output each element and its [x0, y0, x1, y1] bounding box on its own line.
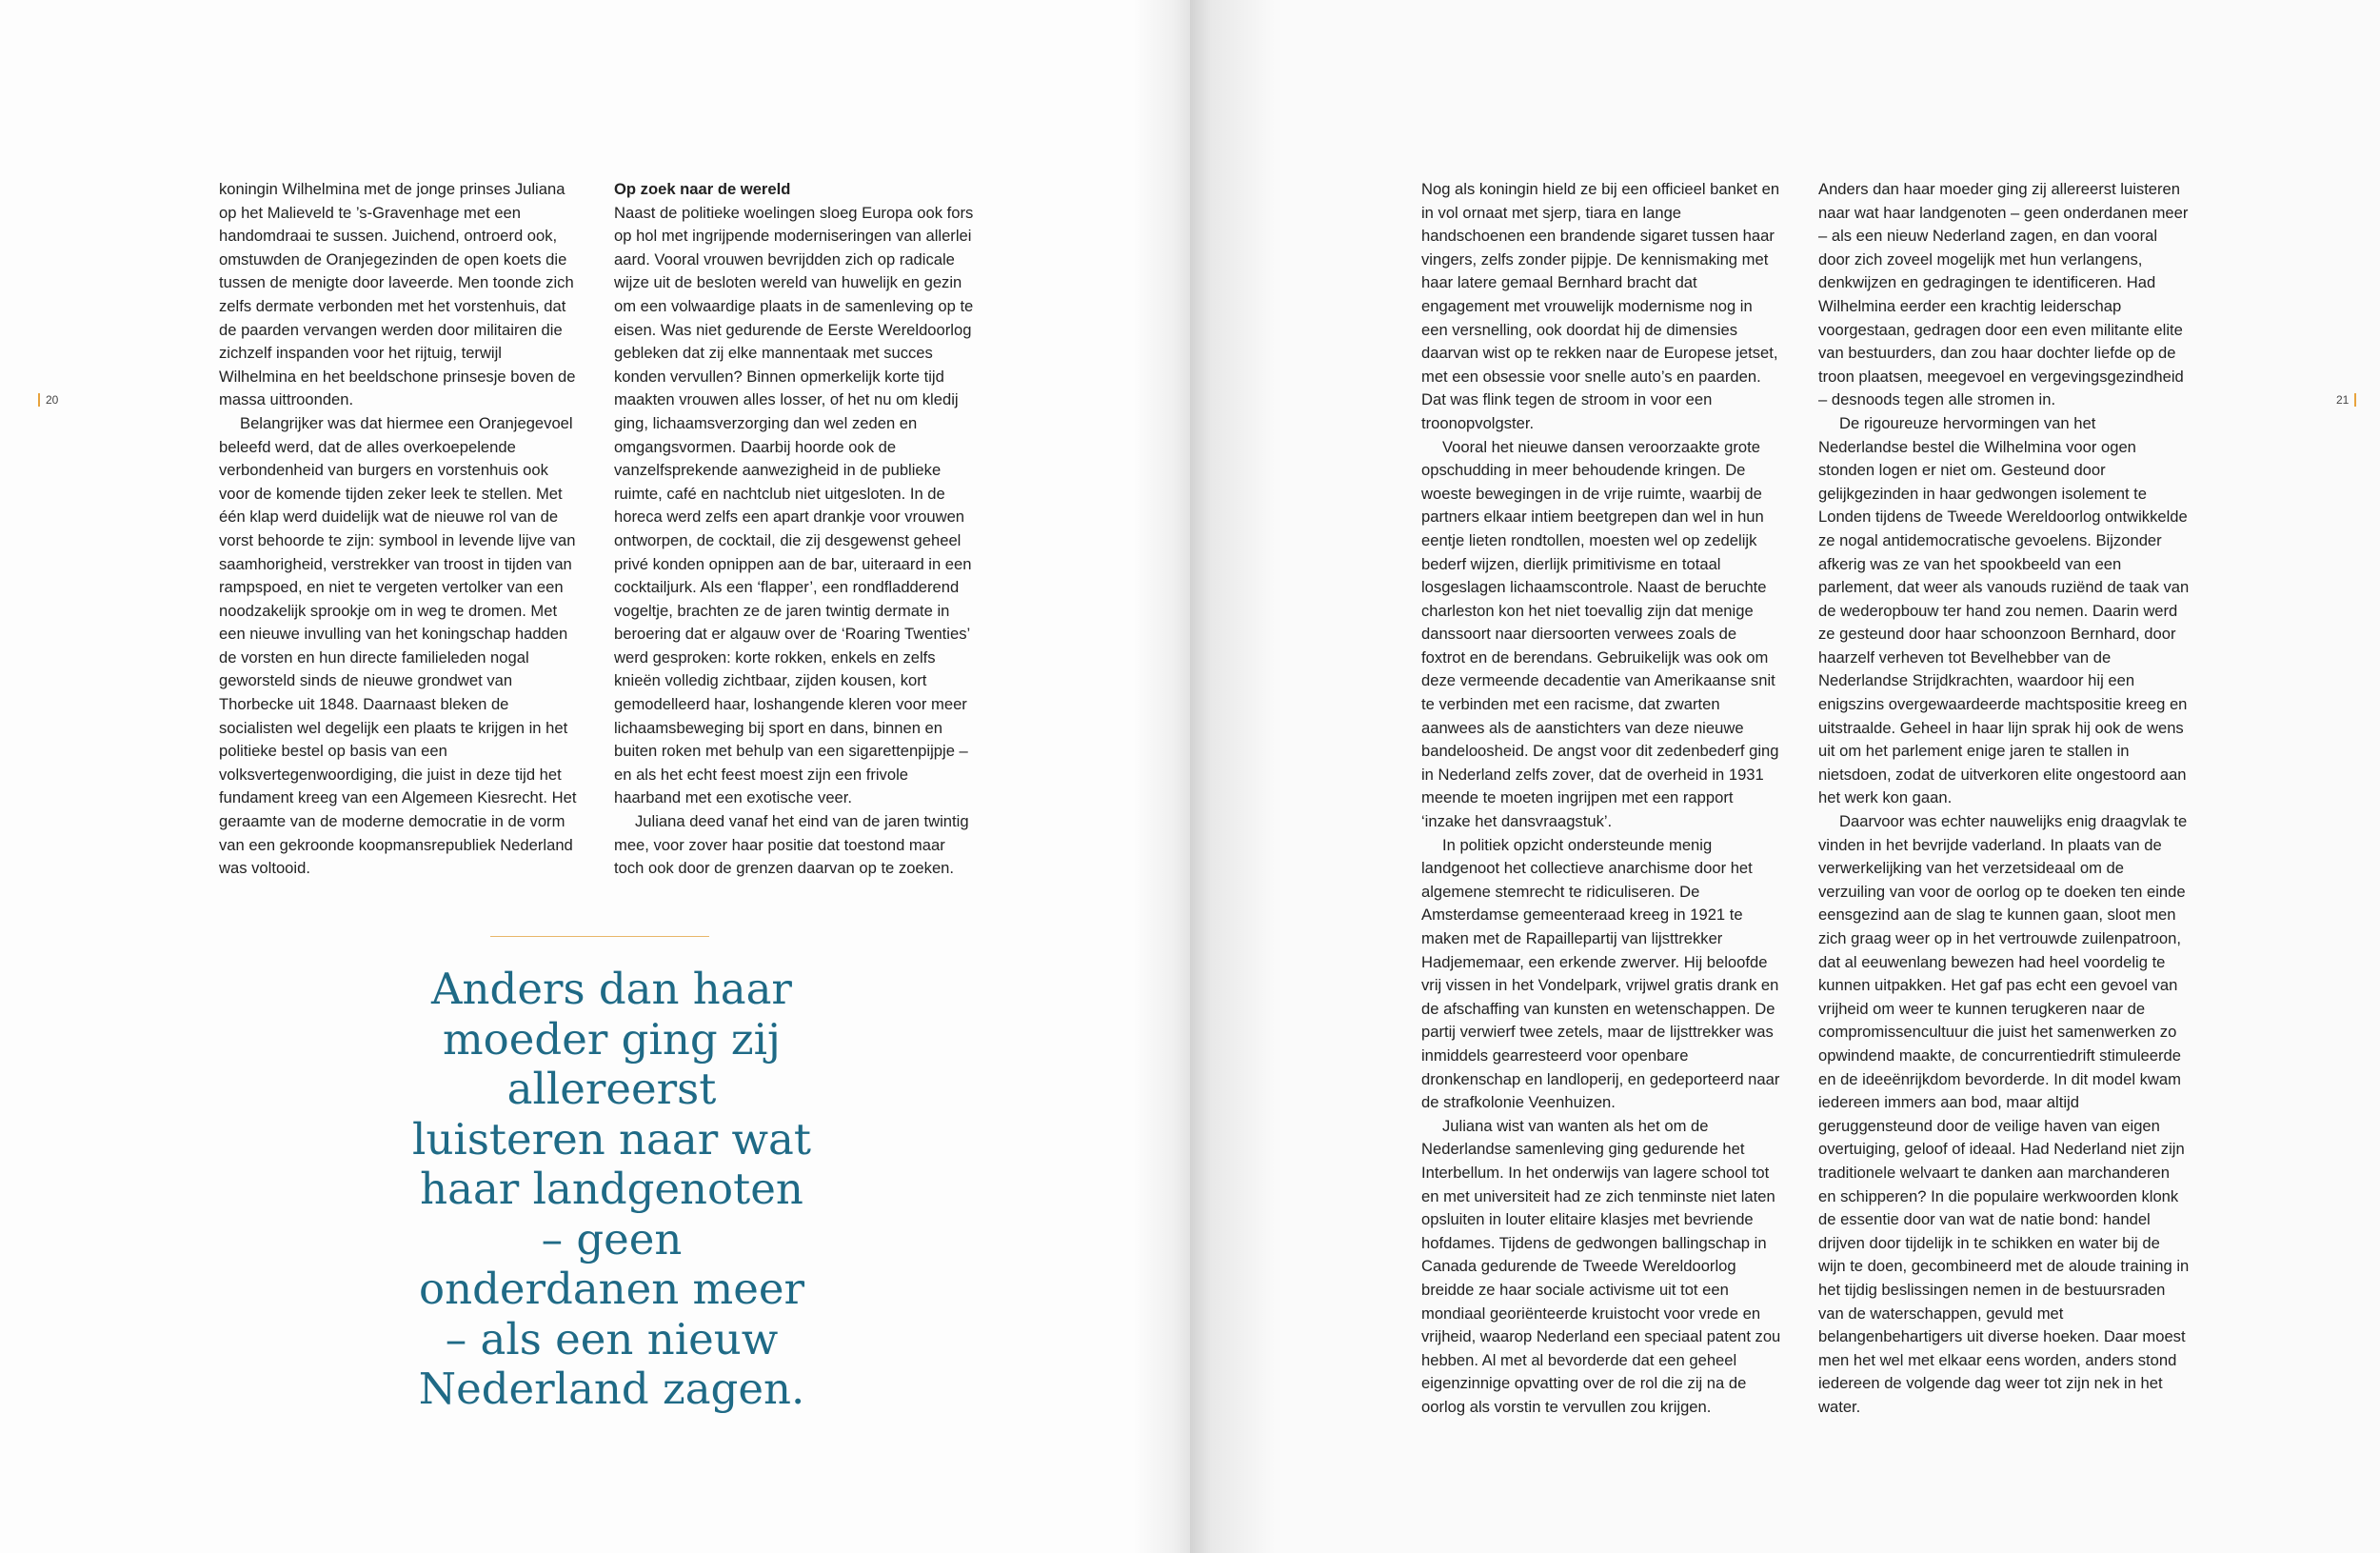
- gutter-shadow: [1133, 0, 1190, 1553]
- right-column-2: [1818, 178, 2190, 1419]
- right-page: [1190, 0, 2380, 1553]
- paragraph: Nog als koningin hield ze bij een officieel banket en in vol ornaat met sjerp, tiara en lange handschoenen een brandende sigaret tussen haar vingers, zelfs zonder pijpje. De kennismaking met haar latere gemaal Bernhard bracht dat engagement met vrouwelijk modernisme nog in een versnelling, ook doordat hij de dimensies daarvan wist op te rekken naar de Europese jetset, met een obsessie voor snelle auto’s en paarden. Dat was flink tegen de stroom in voor een troonopvolgster.: [1421, 180, 1780, 432]
- left-column-1: [219, 178, 581, 881]
- pull-quote-rule: [490, 936, 709, 937]
- paragraph: Juliana wist van wanten als het om de Nederlandse samenleving ging gedurende het Interbellum. In het onderwijs van lagere school tot en met universiteit had ze zich tenminste niet laten opsluiten in louter elitaire klasjes met bevriende hofdames. Tijdens de gedwongen ballingschap in Canada gedurende de Tweede Wereldoorlog breidde ze haar sociale activisme uit tot een mondiaal georiënteerde kruistocht voor vrede en vrijheid, waarop Nederland een speciaal patent zou hebben. Al met al bevorderde dat een geheel eigenzinnige opvatting over de rol die zij na de oorlog als vorstin te vervullen zou krijgen.: [1421, 1116, 1781, 1416]
- page-number-right: 21: [2336, 393, 2356, 407]
- paragraph: Juliana deed vanaf het eind van de jaren twintig mee, voor zover haar positie dat toestond maar toch ook door de grenzen daarvan op te zoeken.: [614, 812, 969, 878]
- paragraph: Anders dan haar moeder ging zij allereerst luisteren naar wat haar landgenoten – geen onderdanen meer – als een nieuw Nederland zagen, en dan vooral door zich zoveel mogelijk met hun verlangens, denkwijzen en gedragingen te identificeren. Had Wilhelmina eerder een krachtig leiderschap voorgestaan, gedragen door een even militante elite van bestuurders, dan zou haar dochter liefde op de troon plaatsen, meegevoel en vergevingsgezindheid – desnoods tegen alle stromen in.: [1818, 180, 2189, 409]
- paragraph: De rigoureuze hervormingen van het Nederlandse bestel die Wilhelmina voor ogen stonden logen er niet om. Gesteund door gelijkgezinden in haar gedwongen isolement te Londen tijdens de Tweede Wereldoorlog ontwikkelde ze nogal antidemocratische gevoelens. Bijzonder afkerig was ze van het spookbeeld van een parlement, dat weer als vanouds ruziënd de taak van de wederopbouw ter hand zou nemen. Daarin werd ze gesteund door haar schoonzoon Bernhard, door haarzelf verheven tot Bevelhebber van de Nederlandse Strijdkrachten, waardoor hij een enigszins overgewaardeerde machtspositie kreeg en uitstraalde. Geheel in haar lijn sprak hij ook de wens uit om het parlement enige jaren te stallen in nietsdoen, zodat de uitverkoren elite ongestoord aan het werk kon gaan.: [1818, 413, 2190, 807]
- paragraph: In politiek opzicht ondersteunde menig landgenoot het collectieve anarchisme door het algemene stemrecht te ridiculiseren. De Amsterdamse gemeenteraad kreeg in 1921 te maken met de Rapaillepartij van lijsttrekker Hadjememaar, een erkende zwerver. Hij beloofde vrij vissen in het Vondelpark, vrijwel gratis drank en de afschaffing van kunsten en wetenschappen. De partij verwierf twee zetels, maar de lijsttrekker was inmiddels gearresteerd voor openbare dronkenschap en landloperij, en gedeporteerd naar de strafkolonie Veenhuizen.: [1421, 835, 1780, 1112]
- paragraph: koningin Wilhelmina met de jonge prinses Juliana op het Malieveld te ’s-Gravenhage met een handomdraai te sussen. Juichend, ontroerd ook, omstuwden de Oranjegezinden de open koets die tussen de menigte door laveerde. Men toonde zich zelfs dermate verbonden met het vorstenhuis, dat de paarden vervangen werden door militairen die zichzelf inspanden voor het rijtuig, terwijl Wilhelmina en het beeldschone prinsesje boven de massa uittroonden.: [219, 180, 576, 409]
- paragraph: Belangrijker was dat hiermee een Oranjegevoel beleefd werd, dat de alles overkoepelende verbondenheid van burgers en vorstenhuis ook voor de komende tijden zeker leek te stellen. Met één klap werd duidelijk wat de nieuwe rol van de vorst behoorde te zijn: symbool in levende lijve van saamhorigheid, verstrekker van troost in tijden van rampspoed, en niet te vergeten vertolker van een noodzakelijk sprookje om in weg te dromen. Met een nieuwe invulling van het koningschap hadden de vorsten en hun directe familieleden nogal geworsteld sinds de nieuwe grondwet van Thorbecke uit 1848. Daarnaast bleken de socialisten wel degelijk een plaats te krijgen in het politieke bestel op basis van een volksvertegenwoordiging, die juist in deze tijd het fundament kreeg van een Algemeen Kiesrecht. Het geraamte van de moderne democratie in de vorm van een gekroonde koopmansrepubliek Nederland was voltooid.: [219, 413, 577, 878]
- gutter-shadow: [1190, 0, 1276, 1553]
- left-column-2: [614, 178, 976, 881]
- section-heading: Op zoek naar de wereld: [614, 180, 791, 198]
- paragraph: Naast de politieke woelingen sloeg Europa ook fors op hol met ingrijpende moderniseringen van allerlei aard. Vooral vrouwen bevrijdden zich op radicale wijze uit de besloten wereld van huwelijk en gezin om een volwaardige plaats in de samenleving op te eisen. Was niet gedurende de Eerste Wereldoorlog gebleken dat zij elke mannentaak met succes konden vervullen? Binnen opmerkelijk korte tijd maakten vrouwen alles losser, of het nu om kledij ging, lichaamsverzorging dan wel zeden en omgangsvormen. Daarbij hoorde ook de vanzelfsprekende aanwezigheid in de publieke ruimte, café en nachtclub niet uitgesloten. In de horeca werd zelfs een apart drankje voor vrouwen ontworpen, de cocktail, die zij desgewenst geheel privé konden opnippen aan de bar, uiteraard in een cocktailjurk. Als een ‘flapper’, een rondfladderend vogeltje, brachten ze de jaren twintig dermate in beroering dat er algauw over de ‘Roaring Twenties’ werd gesproken: korte rokken, enkels en zelfs knieën volledig zichtbaar, zijden kousen, kort gemodelleerd haar, loshangende kleren voor meer lichaamsbeweging bij sport en dans, binnen en buiten roken met behulp van een sigarettenpijpje – en als het echt feest moest zijn een frivole haarband met een exotische veer.: [614, 203, 974, 807]
- page-number-left: 20: [38, 393, 58, 407]
- paragraph: Vooral het nieuwe dansen veroorzaakte grote opschudding in meer behoudende kringen. De woeste bewegingen in de vrije ruimte, waarbij de partners elkaar intiem beetgrepen dan wel in hun eentje lieten rondtollen, moesten wel op zedelijk bederf wijzen, dierlijk primitivisme en totaal losgeslagen lichaamscontrole. Naast de beruchte charleston kon het niet toevallig zijn dat menige danssoort naar diersoorten verwees zoals de foxtrot en de berendans. Gebruikelijk was ook om deze vermeende decadentie van Amerikaanse snit te verbinden met een racisme, dat zwarten aanwees als de aanstichters van deze nieuwe bandeloosheid. De angst voor dit zedenbederf ging in Nederland zelfs zover, dat de overheid in 1931 meende te moeten ingrijpen met een rapport ‘inzake het dansvraagstuk’.: [1421, 437, 1779, 831]
- paragraph: Daarvoor was echter nauwelijks enig draagvlak te vinden in het bevrijde vaderland. In plaats van de verwerkelijking van het verzetsideaal om de verzuiling van voor de oorlog op te doeken ten einde eensgezind aan de slag te kunnen gaan, sloot men zich graag weer op in het vertrouwde zuilenpatroon, dat al eeuwenlang bewezen had heel voordelig te kunnen uitpakken. Het gaf pas echt een gevoel van vrijheid om weer te kunnen terugkeren naar de compromissencultuur die juist het samenwerken zo opwindend maakte, de concurrentiedrift stimuleerde en de ideeënrijkdom bevorderde. In dit model kwam iedereen immers aan bod, maar altijd geruggensteund door de veilige haven van eigen overtuiging, geloof of ideaal. Had Nederland niet zijn traditionele welvaart te danken aan marchanderen en schipperen? In die populaire werkwoorden klonk de essentie door van wat de natie bond: handel drijven door tijdelijk in te schikken en water bij de wijn te doen, gecombineerd met de aloude training in het tijdig beslissingen nemen in de bestuursraden van de waterschappen, gevuld met belangenbehartigers uit diverse hoeken. Daar moest men het wel met elkaar eens worden, anders stond iedereen de volgende dag weer tot zijn nek in het water.: [1818, 812, 2190, 1416]
- pull-quote: Anders dan haar moeder ging zij allereerst luisteren naar wat haar landgenoten – geen onderdanen meer – als een nieuw Nederland zagen.: [412, 964, 811, 1414]
- right-column-1: [1421, 178, 1783, 1419]
